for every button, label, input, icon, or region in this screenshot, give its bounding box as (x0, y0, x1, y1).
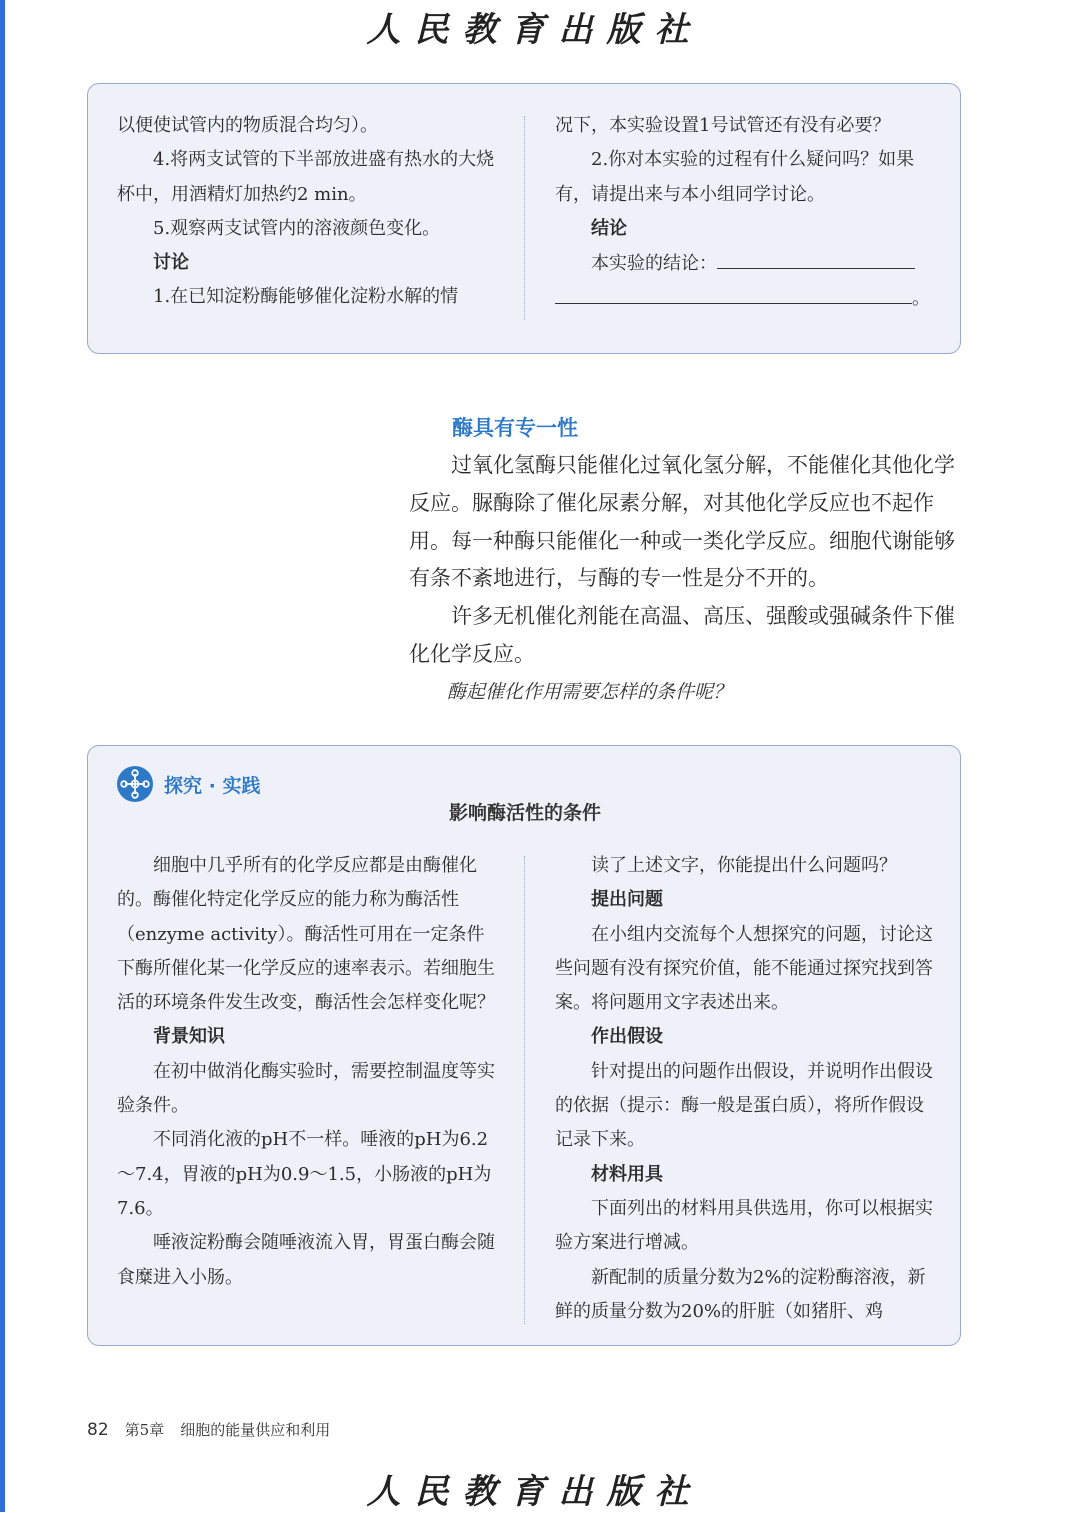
section-title: 酶具有专一性 (452, 416, 578, 440)
page-footer (87, 1419, 330, 1440)
inquiry-left-column (117, 849, 497, 1295)
inquiry-right-column (555, 849, 935, 1329)
conclusion-label: 本实验的结论： (591, 253, 717, 275)
chapter-number: 第5章 (124, 1421, 165, 1439)
text-paragraph: 以便使试管内的物质混合均匀）。 (117, 115, 378, 136)
subsection-heading: 提出问题 (591, 889, 663, 911)
conclusion-line-2 (555, 281, 935, 316)
publisher-logo-top: 人民教育出版社 (366, 10, 703, 50)
experiment-box (87, 83, 961, 354)
conclusion-blank-2[interactable] (555, 281, 912, 304)
column-divider (524, 856, 525, 1324)
text-paragraph: 不同消化液的pH不一样。唾液的pH为6.2～7.4，胃液的pH为0.9～1.5，小肠液的pH为7.6。 (117, 1129, 492, 1219)
experiment-left-column (117, 109, 497, 315)
text-paragraph: 况下，本实验设置1号试管还有没有必要？ (555, 115, 891, 136)
subsection-heading: 材料用具 (591, 1163, 663, 1185)
text-paragraph: 唾液淀粉酶会随唾液流入胃，胃蛋白酶会随食糜进入小肠。 (117, 1232, 495, 1288)
text-paragraph: 5.观察两支试管内的溶液颜色变化。 (153, 217, 441, 239)
text-paragraph: 在小组内交流每个人想探究的问题，讨论这些问题有没有探究价值，能不能通过探究找到答案。将问题用文字表述出来。 (555, 923, 933, 1014)
text-paragraph: 1.在已知淀粉酶能够催化淀粉水解的情 (153, 286, 459, 308)
text-paragraph: 细胞中几乎所有的化学反应都是由酶催化的。酶催化特定化学反应的能力称为酶活性（enzyme activity）。酶活性可用在一定条件下酶所催化某一化学反应的速率表示。若细胞生活的环境条件发生改变，酶活性会怎样变化呢？ (117, 855, 495, 1014)
body-question: 酶起催化作用需要怎样的条件呢？ (447, 680, 733, 703)
conclusion-line (555, 246, 935, 281)
text-paragraph: 读了上述文字，你能提出什么问题吗？ (591, 855, 897, 876)
inquiry-label: 探究 · 实践 (164, 775, 261, 797)
subsection-heading: 背景知识 (153, 1026, 225, 1048)
conclusion-blank[interactable] (717, 246, 915, 269)
subsection-heading: 作出假设 (591, 1026, 663, 1048)
conclusion-end: 。 (912, 288, 930, 310)
subsection-heading: 结论 (591, 217, 627, 239)
left-edge-bar (0, 0, 5, 1512)
body-paragraph: 过氧化氢酶只能催化过氧化氢分解，不能催化其他化学反应。脲酶除了催化尿素分解，对其他化学反应也不起作用。每一种酶只能催化一种或一类化学反应。细胞代谢能够有条不紊地进行，与酶的专一性是分不开的。 (409, 453, 955, 591)
text-paragraph: 针对提出的问题作出假设，并说明作出假设的依据（提示：酶一般是蛋白质），将所作假设记录下来。 (555, 1060, 933, 1151)
publisher-logo-bottom: 人民教育出版社 (366, 1472, 703, 1512)
section-body (409, 447, 964, 712)
inquiry-title: 影响酶活性的条件 (448, 802, 601, 824)
text-paragraph: 在初中做消化酶实验时，需要控制温度等实验条件。 (117, 1060, 495, 1117)
text-paragraph: 2.你对本实验的过程有什么疑问吗？如果有，请提出来与本小组同学讨论。 (555, 149, 915, 205)
molecule-icon (117, 766, 153, 802)
discussion-list (555, 109, 935, 246)
inquiry-box (87, 745, 961, 1346)
text-paragraph: 4.将两支试管的下半部放进盛有热水的大烧杯中，用酒精灯加热约2 min。 (117, 149, 495, 205)
text-paragraph: 下面列出的材料用具供选用，你可以根据实验方案进行增减。 (555, 1197, 933, 1254)
column-divider (524, 116, 525, 320)
chapter-title: 细胞的能量供应和利用 (180, 1421, 331, 1439)
body-paragraph: 许多无机催化剂能在高温、高压、强酸或强碱条件下催化化学反应。 (409, 604, 955, 666)
text-paragraph: 新配制的质量分数为2%的淀粉酶溶液，新鲜的质量分数为20%的肝脏（如猪肝、鸡 (555, 1266, 926, 1322)
subsection-heading: 讨论 (153, 252, 189, 274)
page-number: 82 (87, 1420, 109, 1440)
experiment-right-column (555, 109, 935, 317)
